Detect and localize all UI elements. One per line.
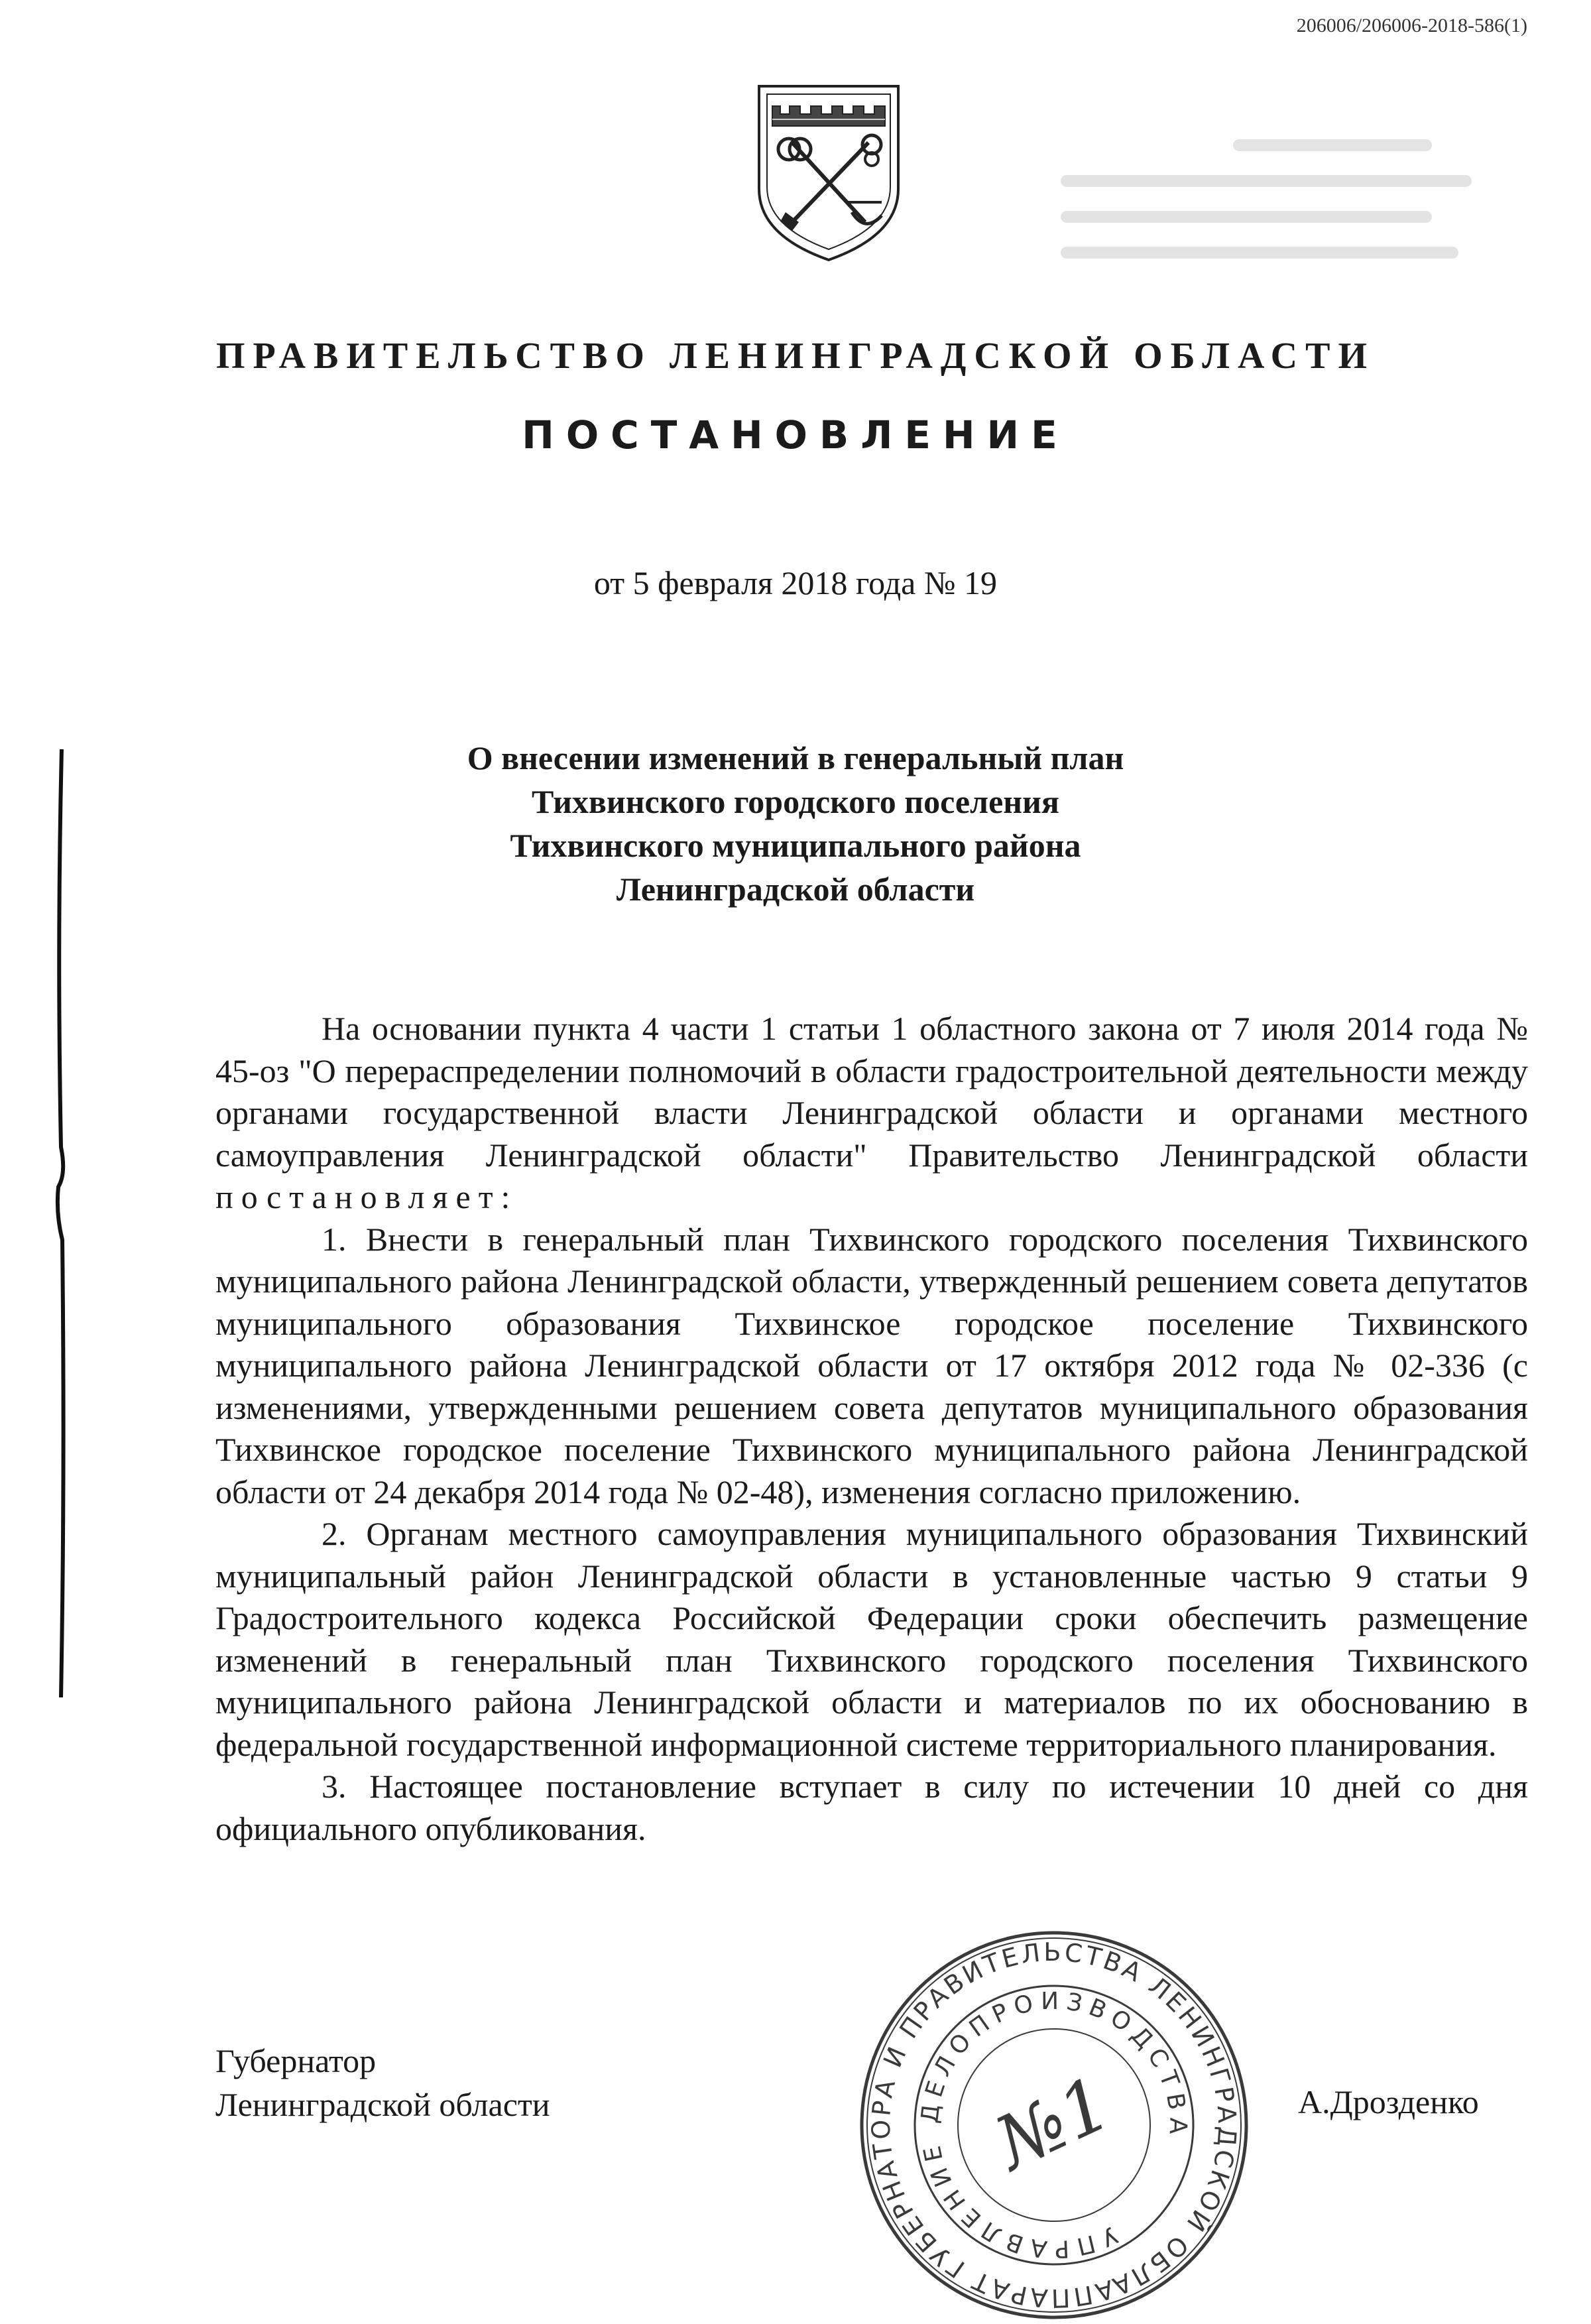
seal-inner-text: УПРАВЛЕНИЕ ДЕЛОПРОИЗВОДСТВА <box>916 1987 1192 2263</box>
office-seal-stamp <box>855 1926 1253 2324</box>
item-paragraph: 3. Настоящее постановление вступает в силу по истечении 10 дней со дня официального опубликования. <box>215 1768 1528 1847</box>
preamble-verb: постановляет: <box>215 1178 518 1215</box>
document-id: 206006/206006-2018-586(1) <box>1296 15 1527 36</box>
seal-number: №1 <box>982 2060 1124 2187</box>
government-title: ПРАВИТЕЛЬСТВО ЛЕНИНГРАДСКОЙ ОБЛАСТИ <box>215 336 1376 377</box>
document-subject <box>0 736 1591 911</box>
faint-bleed-through-marks <box>1061 139 1511 312</box>
document-body <box>215 1008 1528 1850</box>
seal-ring-text: АППАРАТ ГУБЕРНАТОРА И ПРАВИТЕЛЬСТВА ЛЕНИНГРАДСКОЙ ОБЛАСТИ <box>866 1937 1242 2313</box>
item-paragraph: 1. Внести в генеральный план Тихвинского городского поселения Тихвинского муниципального района Ленинградской области, утвержденный решением совета депутатов муниципального образования Тихвинское городское поселение Тихвинского муниципального района Ленинградской области от 17 октября 2012 года № 02-336 (с изменениями, утвержденными решением совета депутатов муниципального образования Тихвинское городское поселение Тихвинского муниципального района Ленинградской области от 24 декабря 2014 года № 02-48), изменения согласно приложению. <box>215 1220 1528 1510</box>
subject-line: О внесении изменений в генеральный план <box>467 739 1124 776</box>
preamble-text: На основании пункта 4 части 1 статьи 1 областного закона от 7 июля 2014 года № 45-оз "О перераспределении полномочий в области градостроительной деятельности между органами государственной власти Ленинградской области и органами местного самоуправления Ленинградской области" Правительство Ленинградской области <box>215 1010 1528 1174</box>
subject-line: Тихвинского муниципального района <box>510 827 1081 864</box>
document-type-title: ПОСТАНОВЛЕНИЕ <box>522 412 1069 458</box>
signatory-title <box>215 2039 550 2126</box>
document-date-number: от 5 февраля 2018 года № 19 <box>593 564 998 601</box>
subject-line: Тихвинского городского поселения <box>532 783 1059 820</box>
item-paragraph: 2. Органам местного самоуправления муниципального образования Тихвинский муниципальный район Ленинградской области в установленные частью 9 статьи 9 Градостроительного кодекса Российской Федерации сроки обеспечить размещение изменений в генеральный план Тихвинского городского поселения Тихвинского муниципального района Ленинградской области и материалов по их обоснованию в федеральной государственной информационной системе территориального планирования. <box>215 1515 1528 1763</box>
binding-thread <box>52 749 72 1697</box>
subject-line: Ленинградской области <box>616 871 975 908</box>
signatory-name: А.Дрозденко <box>1298 2083 1479 2120</box>
preamble-paragraph <box>215 1008 1528 1219</box>
signatory-title-line: Губернатор <box>215 2042 377 2079</box>
signatory-title-line: Ленинградской области <box>215 2086 550 2123</box>
coat-of-arms-emblem <box>746 80 912 265</box>
